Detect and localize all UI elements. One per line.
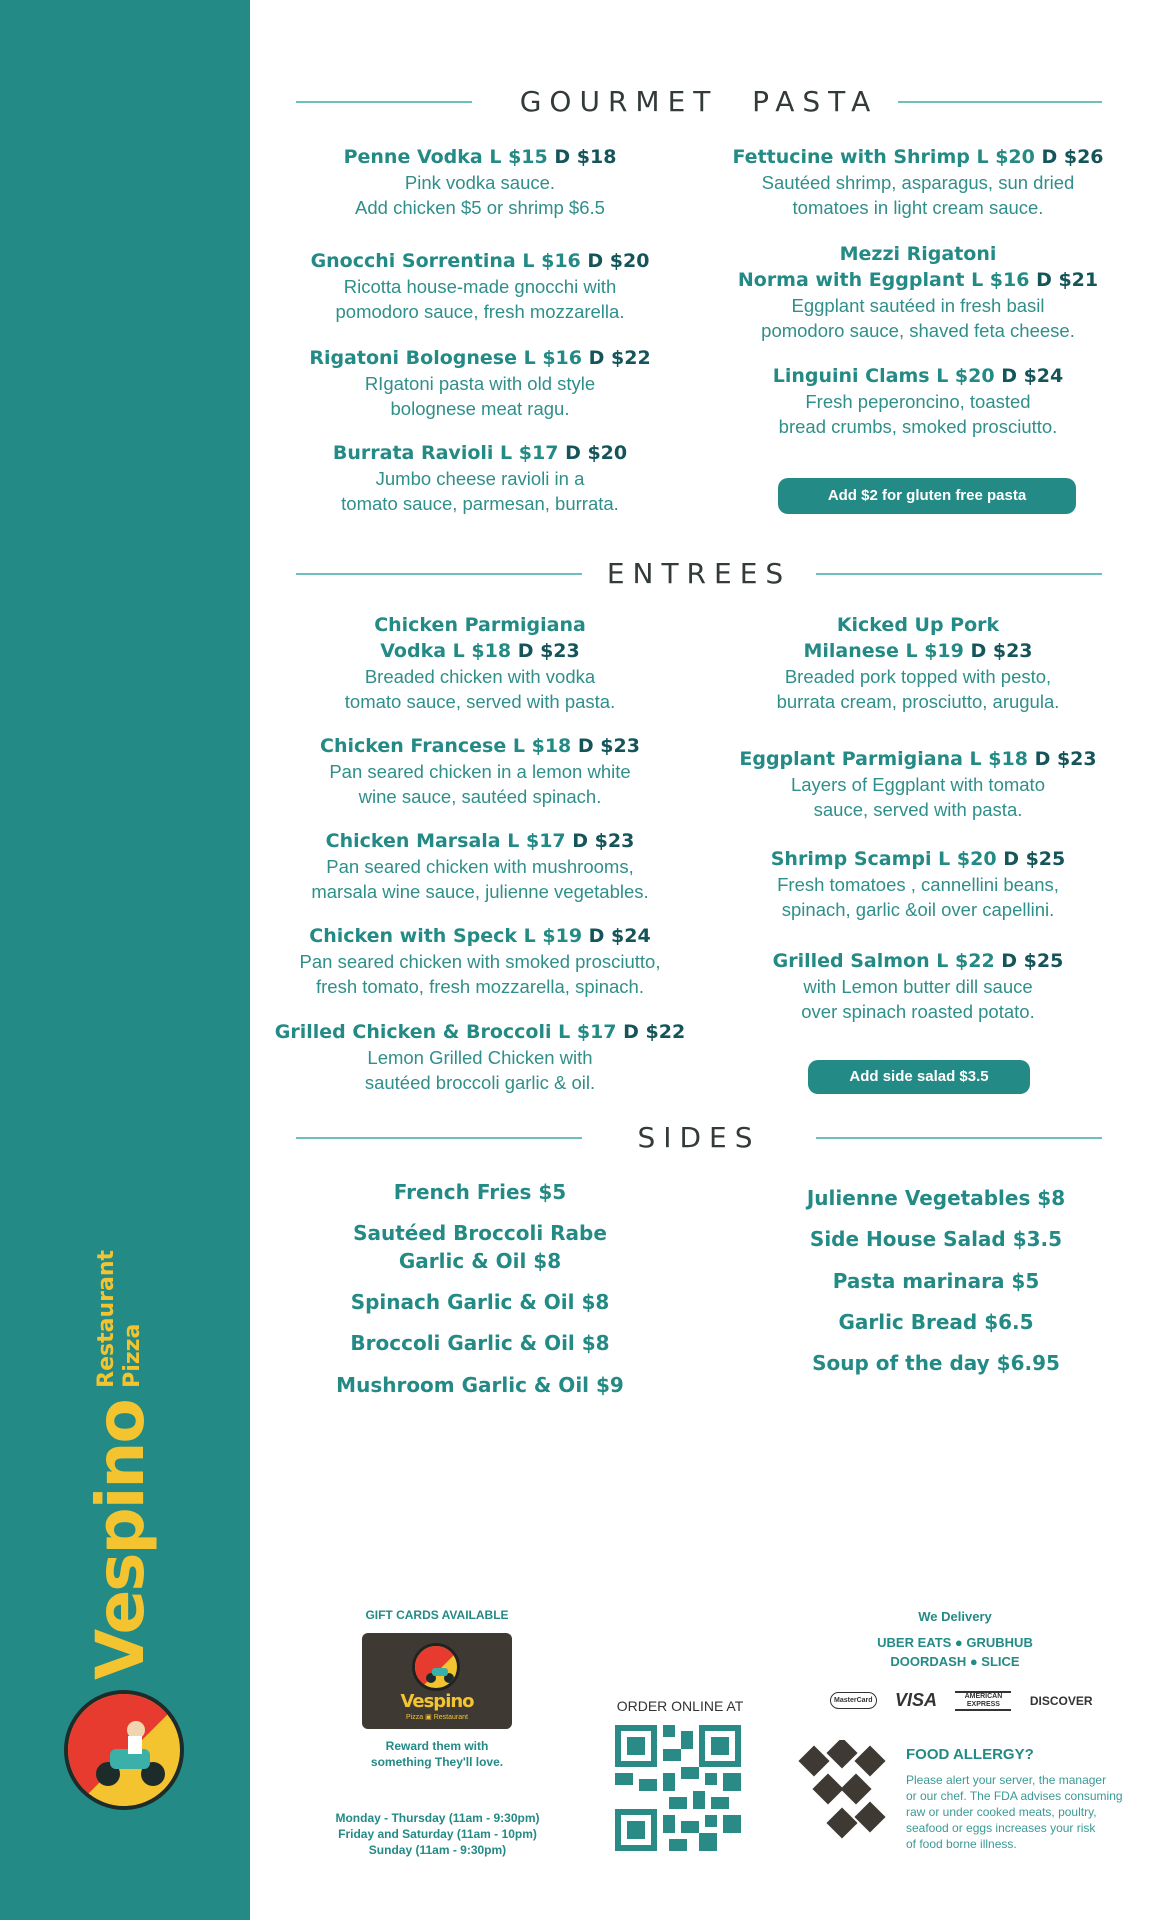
discover-icon: DISCOVER [1029, 1693, 1093, 1708]
delivery-title: We Delivery [918, 1609, 992, 1624]
scooter-icon [412, 1643, 460, 1691]
menu-item: Eggplant Parmigiana L $18 D $23 Layers of Eggplant with tomato sauce, served with pasta. [739, 748, 1097, 820]
brand-logo [82, 1249, 159, 1680]
side-item: Garlic Bread $6.5 [838, 1310, 1034, 1334]
menu-item: Shrimp Scampi L $20 D $25 Fresh tomatoes , cannellini beans, spinach, garlic &oil over capellini. [770, 848, 1066, 920]
menu-item: Linguini Clams L $20 D $24 Fresh peperoncino, toasted bread crumbs, smoked prosciutto. [772, 365, 1064, 437]
side-item: Sautéed Broccoli Rabe [353, 1221, 607, 1245]
delivery-partners: UBER EATS ● GRUBHUB DOORDASH ● SLICE [877, 1635, 1033, 1669]
amex-icon: AMERICAN EXPRESS [955, 1691, 1011, 1711]
gift-card-image [362, 1633, 512, 1729]
pasta-title: GOURMET PASTA [519, 85, 879, 118]
side-salad-note: Add side salad $3.5 [808, 1060, 1030, 1094]
pasta-section-header [296, 82, 1102, 122]
menu-item: Chicken with Speck L $19 D $24 Pan seared chicken with smoked prosciutto, fresh tomato, fresh mozzarella, spinach. [299, 925, 661, 997]
gift-card-brand: Vespino [400, 1691, 474, 1712]
entrees-title: ENTREES [606, 557, 792, 590]
side-item: Pasta marinara $5 [832, 1269, 1040, 1293]
gift-tagline: Reward them with something They'll love. [370, 1739, 504, 1769]
allergen-icons [795, 1740, 895, 1850]
food-allergy-text: Please alert your server, the manager or our chef. The FDA advises consuming raw or under cooked meats, poultry, seafood or eggs increases your risk of food borne illness. [906, 1773, 1123, 1851]
side-item: Garlic & Oil $8 [398, 1249, 562, 1273]
food-allergy-title: FOOD ALLERGY? [906, 1746, 1034, 1763]
visa-icon: VISA [894, 1690, 937, 1710]
gift-card-subtitle: Pizza ▣ Restaurant [406, 1714, 468, 1721]
order-online-label: ORDER ONLINE AT [616, 1698, 744, 1714]
menu-item: Penne Vodka L $15 D $18 Pink vodka sauce. Add chicken $5 or shrimp $6.5 [343, 146, 617, 218]
gluten-free-note: Add $2 for gluten free pasta [778, 478, 1076, 514]
side-item: Broccoli Garlic & Oil $8 [350, 1331, 610, 1355]
menu-item: Chicken Marsala L $17 D $23 Pan seared chicken with mushrooms, marsala wine sauce, julienne vegetables. [311, 830, 649, 902]
gift-cards-title: GIFT CARDS AVAILABLE [365, 1608, 509, 1622]
side-item: French Fries $5 [393, 1180, 567, 1204]
sides-title: SIDES [637, 1121, 761, 1154]
menu-item: Mezzi Rigatoni Norma with Eggplant L $16 D $21 Eggplant sautéed in fresh basil pomodoro sauce, shaved feta cheese. [737, 243, 1099, 341]
mastercard-icon: MasterCard [830, 1692, 877, 1709]
qr-code-icon[interactable] [615, 1725, 741, 1851]
side-item: Side House Salad $3.5 [809, 1227, 1063, 1251]
menu-item: Grilled Chicken & Broccoli L $17 D $22 Lemon Grilled Chicken with sautéed broccoli garlic & oil. [274, 1021, 686, 1093]
brand-name: Vespino [82, 1400, 159, 1680]
menu-item: Gnocchi Sorrentina L $16 D $20 Ricotta house-made gnocchi with pomodoro sauce, fresh mozzarella. [310, 250, 650, 322]
menu-item: Grilled Salmon L $22 D $25 with Lemon butter dill sauce over spinach roasted potato. [772, 950, 1064, 1022]
side-item: Spinach Garlic & Oil $8 [350, 1290, 610, 1314]
sides-section-header [296, 1118, 1102, 1158]
menu-item: Fettucine with Shrimp L $20 D $26 Sautéed shrimp, asparagus, sun dried tomatoes in light cream sauce. [732, 146, 1104, 218]
scooter-badge-icon [64, 1690, 184, 1810]
entrees-section-header [296, 554, 1102, 594]
menu-item: Chicken Parmigiana Vodka L $18 D $23 Breaded chicken with vodka tomato sauce, served with pasta. [344, 614, 616, 712]
side-item: Julienne Vegetables $8 [806, 1186, 1066, 1210]
menu-item: Kicked Up Pork Milanese L $19 D $23 Breaded pork topped with pesto, burrata cream, prosciutto, arugula. [776, 614, 1060, 712]
side-item: Soup of the day $6.95 [812, 1351, 1060, 1375]
opening-hours: Monday - Thursday (11am - 9:30pm) Friday and Saturday (11am - 10pm) Sunday (11am - 9:30pm) [335, 1811, 540, 1857]
menu-item: Burrata Ravioli L $17 D $20 Jumbo cheese ravioli in a tomato sauce, parmesan, burrata. [332, 442, 628, 514]
side-item: Mushroom Garlic & Oil $9 [336, 1373, 624, 1397]
brand-subtitle: Restaurant Pizza [94, 1249, 145, 1388]
menu-item: Chicken Francese L $18 D $23 Pan seared chicken in a lemon white wine sauce, sautéed spinach. [320, 735, 640, 807]
menu-item: Rigatoni Bolognese L $16 D $22 RIgatoni pasta with old style bolognese meat ragu. [309, 347, 651, 419]
payment-cards [830, 1690, 1107, 1716]
sidebar-band [0, 0, 250, 1920]
